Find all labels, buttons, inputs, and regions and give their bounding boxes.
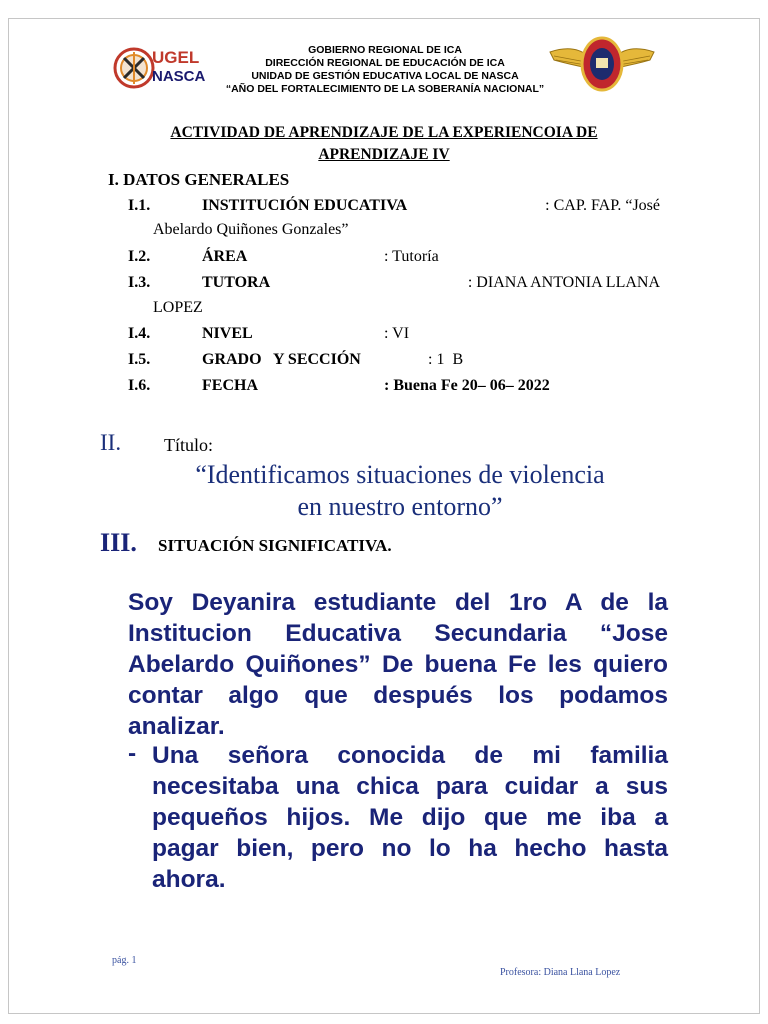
item-6-label: FECHA — [202, 377, 258, 394]
item-2-label: ÁREA — [202, 248, 248, 265]
bullet-line: pagar bien, pero no lo ha hecho hasta — [152, 835, 668, 862]
item-5-label: GRADO Y SECCIÓN — [202, 351, 361, 368]
item-4-label: NIVEL — [202, 325, 253, 342]
paragraph-line: analizar. — [128, 713, 225, 740]
section-3-label: SITUACIÓN SIGNIFICATIVA. — [158, 536, 392, 555]
header-line-2: DIRECCIÓN REGIONAL DE EDUCACIÓN DE ICA — [265, 57, 505, 69]
header-line-3: UNIDAD DE GESTIÓN EDUCATIVA LOCAL DE NASCA — [251, 70, 519, 82]
paragraph-line: Soy Deyanira estudiante del 1ro A de la — [128, 589, 668, 616]
section-2-title-line-1: “Identificamos situaciones de violencia — [195, 460, 605, 489]
fap-school-emblem — [546, 34, 658, 94]
item-1-value-line-2: Abelardo Quiñones Gonzales” — [153, 221, 349, 238]
section-3-number: III. — [100, 528, 137, 557]
item-3-value-line-2: LOPEZ — [153, 299, 203, 316]
bullet-dash: - — [128, 740, 137, 767]
item-2-num: I.2. — [128, 248, 151, 265]
item-6-value: : Buena Fe 20– 06– 2022 — [384, 377, 550, 394]
header-line-1: GOBIERNO REGIONAL DE ICA — [308, 44, 462, 56]
bullet-line: necesitaba una chica para cuidar a sus — [152, 773, 668, 800]
bullet-line: ahora. — [152, 866, 226, 893]
item-6-num: I.6. — [128, 377, 151, 394]
section-2-title-line-2: en nuestro entorno” — [297, 492, 503, 521]
section-1-heading: I. DATOS GENERALES — [108, 170, 290, 189]
item-4-value: : VI — [384, 325, 410, 342]
situation-paragraph — [128, 587, 668, 742]
item-2-value: : Tutoría — [384, 248, 439, 265]
situation-bullet — [152, 740, 668, 895]
item-3-num: I.3. — [128, 274, 151, 291]
item-5-value: : 1 B — [428, 351, 464, 368]
document-title-line-2: APRENDIZAJE IV — [318, 146, 450, 163]
item-1-label: INSTITUCIÓN EDUCATIVA — [202, 197, 408, 214]
header-line-4: “AÑO DEL FORTALECIMIENTO DE LA SOBERANÍA NACIONAL” — [225, 83, 545, 95]
winged-shield-icon — [546, 34, 658, 94]
section-2-label: Título: — [164, 435, 213, 455]
bullet-line: Una señora conocida de mi familia — [152, 742, 668, 769]
logo-text-ugel: UGEL — [152, 48, 200, 67]
bullet-line: pequeños hijos. Me dijo que me iba a — [152, 804, 668, 831]
paragraph-line: Abelardo Quiñones” De buena Fe les quiero — [128, 651, 668, 678]
item-1-value-line-1: : CAP. FAP. “José — [545, 197, 660, 214]
item-3-value-line-1: : DIANA ANTONIA LLANA — [467, 274, 660, 291]
item-5-num: I.5. — [128, 351, 151, 368]
item-4-num: I.4. — [128, 325, 151, 342]
paragraph-line: contar algo que después los podamos — [128, 682, 668, 709]
item-3-label: TUTORA — [202, 274, 271, 291]
page-number: pág. 1 — [112, 955, 137, 966]
logo-text-nasca: NASCA — [152, 68, 206, 85]
footer-author: Profesora: Diana Llana Lopez — [500, 967, 621, 978]
section-2-number: II. — [100, 430, 122, 455]
ugel-nasca-logo — [112, 44, 212, 92]
paragraph-line: Institucion Educativa Secundaria “Jose — [128, 620, 668, 647]
item-1-num: I.1. — [128, 197, 151, 214]
document-title-line-1: ACTIVIDAD DE APRENDIZAJE DE LA EXPERIENCOIA DE — [170, 124, 598, 141]
